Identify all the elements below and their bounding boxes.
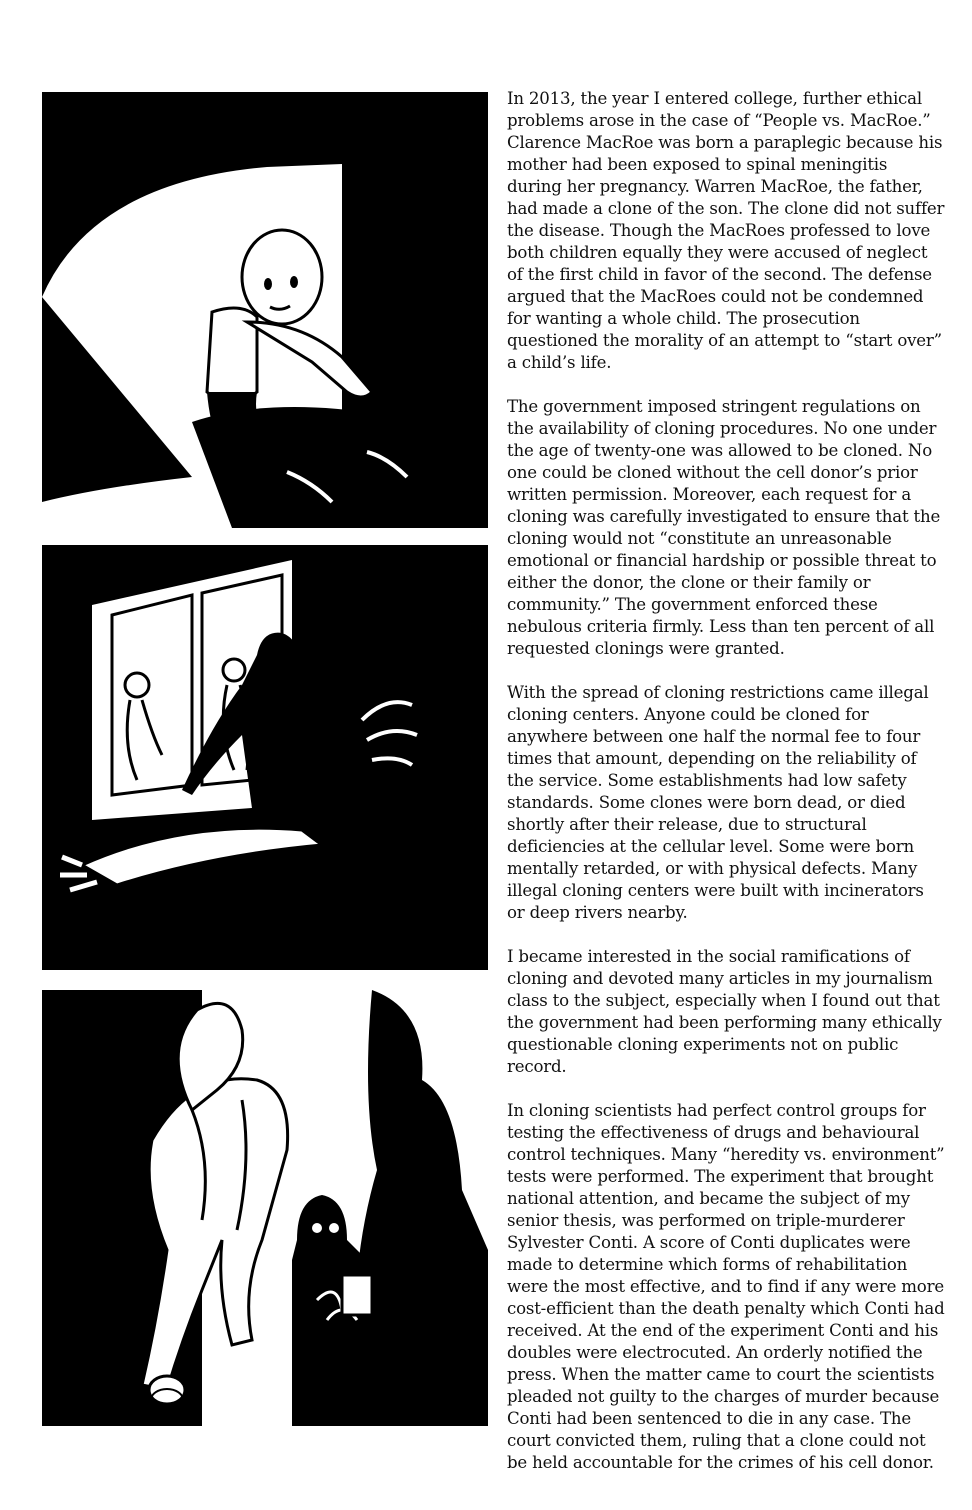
comic-panel-prisoner <box>42 990 488 1426</box>
paragraph-government-regulations: The government imposed stringent regulations on the availability of cloning procedures. No one under the age of twenty-one was allowed to be cloned. No one could be cloned without the cell donor’s prior written permission. Moreover, each request for a cloning was carefully investigated to ensure that the cloning would not “constitute an unreasonable emotional or financial hardship or possible threat to either the donor, the clone or their family or community.” The government enforced these nebulous criteria firmly. Less than ten percent of all requested clonings were granted. <box>507 397 941 658</box>
paragraph-conti-experiment: In cloning scientists had perfect control groups for testing the effectiveness of drugs and behavioural control techniques. Many “heredity vs. environment” tests were performed. The experiment that brought national attention, and became the subject of my senior thesis, was performed on triple-murderer Sylvester Conti. A score of Conti duplicates were made to determine which forms of rehabilitation were the most effective, and to find if any were more cost-efficient than the death penalty which Conti had received. At the end of the experiment Conti and his doubles were electrocuted. An orderly notified the press. When the matter came to court the scientists pleaded not guilty to the charges of murder because Conti had been sentenced to die in any case. The court convicted them, ruling that a clone could not be held accountable for the crimes of his cell donor. <box>507 1101 945 1472</box>
paragraph-macroe-case: In 2013, the year I entered college, further ethical problems arose in the case of “People vs. MacRoe.” Clarence MacRoe was born a paraplegic because his mother had been exposed to spinal meningitis during her pregnancy. Warren MacRoe, the father, had made a clone of the son. The clone did not suffer the disease. Though the MacRoes professed to love both children equally they were accused of neglect of the first child in favor of the second. The defense argued that the MacRoes could not be condemned for wanting a whole child. The prosecution questioned the morality of an attempt to “start over” a child’s life. <box>507 89 945 372</box>
comic-panel-figures <box>42 545 488 970</box>
paragraph-journalism-interest: I became interested in the social ramifications of cloning and devoted many articles in my journalism class to the subject, especially when I found out that the government had been performing many ethically questionable cloning experiments not on public record. <box>507 947 942 1076</box>
article-text <box>507 88 945 1496</box>
paragraph-illegal-centers: With the spread of cloning restrictions came illegal cloning centers. Anyone could be cloned for anywhere between one half the normal fee to four times that amount, depending on the reliability of the service. Some establishments had low safety standards. Some clones were born dead, or died shortly after their release, due to structural deficiencies at the cellular level. Some were born mentally retarded, or with physical defects. Many illegal cloning centers were built with incinerators or deep rivers nearby. <box>507 683 929 922</box>
comic-panel-baby <box>42 92 488 528</box>
